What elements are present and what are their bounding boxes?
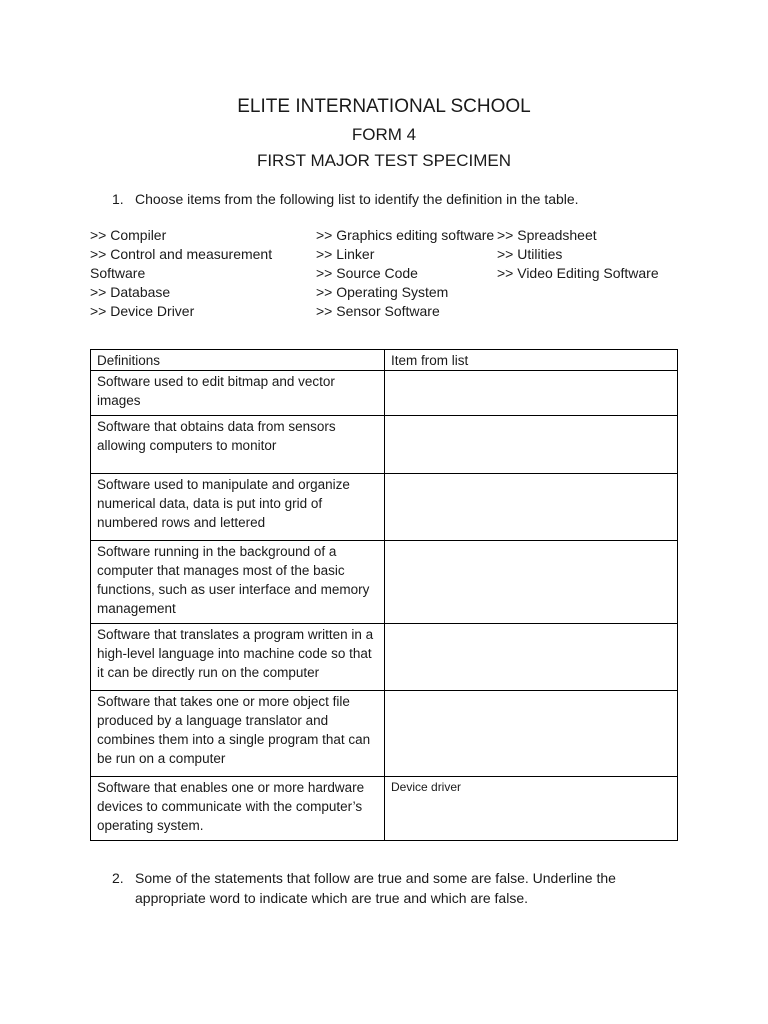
- answer-cell[interactable]: [385, 624, 678, 691]
- list-item: >> Database: [90, 284, 171, 300]
- word-list-column-3: [497, 226, 677, 283]
- table-row: [91, 624, 678, 691]
- list-item: >> Control and measurement Software: [90, 246, 273, 281]
- definitions-table: [90, 349, 678, 841]
- answer-cell[interactable]: [385, 416, 678, 474]
- answer-cell[interactable]: [385, 691, 678, 777]
- list-item: >> Spreadsheet: [497, 227, 597, 243]
- table-row: [91, 371, 678, 416]
- question-2-number: 2.: [112, 870, 124, 886]
- table-row: [91, 474, 678, 541]
- definition-cell: Software that obtains data from sensors allowing computers to monitor: [91, 416, 385, 474]
- list-item: >> Source Code: [316, 265, 418, 281]
- list-item: >> Operating System: [316, 284, 449, 300]
- table-row: [91, 541, 678, 624]
- header-definitions: Definitions: [91, 350, 385, 371]
- definition-cell: Software that translates a program written in a high-level language into machine code so that it can be directly run on the computer: [91, 624, 385, 691]
- word-list-column-1: [90, 226, 305, 321]
- definition-cell: Software used to manipulate and organize numerical data, data is put into grid of numbered rows and lettered: [91, 474, 385, 541]
- header-item-from-list: Item from list: [385, 350, 678, 371]
- question-1-text: Choose items from the following list to identify the definition in the table.: [135, 191, 579, 207]
- table-row: [91, 777, 678, 841]
- form-title: FORM 4: [351, 125, 417, 144]
- answer-cell[interactable]: [385, 541, 678, 624]
- answer-cell[interactable]: Device driver: [385, 777, 678, 841]
- table-header-row: [91, 350, 678, 371]
- school-title: ELITE INTERNATIONAL SCHOOL: [237, 96, 531, 117]
- list-item: >> Sensor Software: [316, 303, 440, 319]
- answer-cell[interactable]: [385, 474, 678, 541]
- test-title: FIRST MAJOR TEST SPECIMEN: [256, 151, 512, 170]
- definition-cell: Software that enables one or more hardware devices to communicate with the computer’s operating system.: [91, 777, 385, 841]
- question-1-number: 1.: [112, 191, 124, 207]
- question-2-text: Some of the statements that follow are true and some are false. Underline the appropriate word to indicate which are true and which are false.: [135, 870, 616, 906]
- definition-cell: Software used to edit bitmap and vector images: [91, 371, 385, 416]
- list-item: >> Video Editing Software: [497, 265, 659, 281]
- list-item: >> Device Driver: [90, 303, 195, 319]
- word-list-column-2: [316, 226, 501, 321]
- list-item: >> Graphics editing software: [316, 227, 495, 243]
- list-item: >> Utilities: [497, 246, 563, 262]
- list-item: >> Linker: [316, 246, 375, 262]
- definition-cell: Software running in the background of a computer that manages most of the basic functions, such as user interface and memory management: [91, 541, 385, 624]
- definition-cell: Software that takes one or more object file produced by a language translator and combines them into a single program that can be run on a computer: [91, 691, 385, 777]
- table-row: [91, 416, 678, 474]
- list-item: >> Compiler: [90, 227, 167, 243]
- table-row: [91, 691, 678, 777]
- answer-cell[interactable]: [385, 371, 678, 416]
